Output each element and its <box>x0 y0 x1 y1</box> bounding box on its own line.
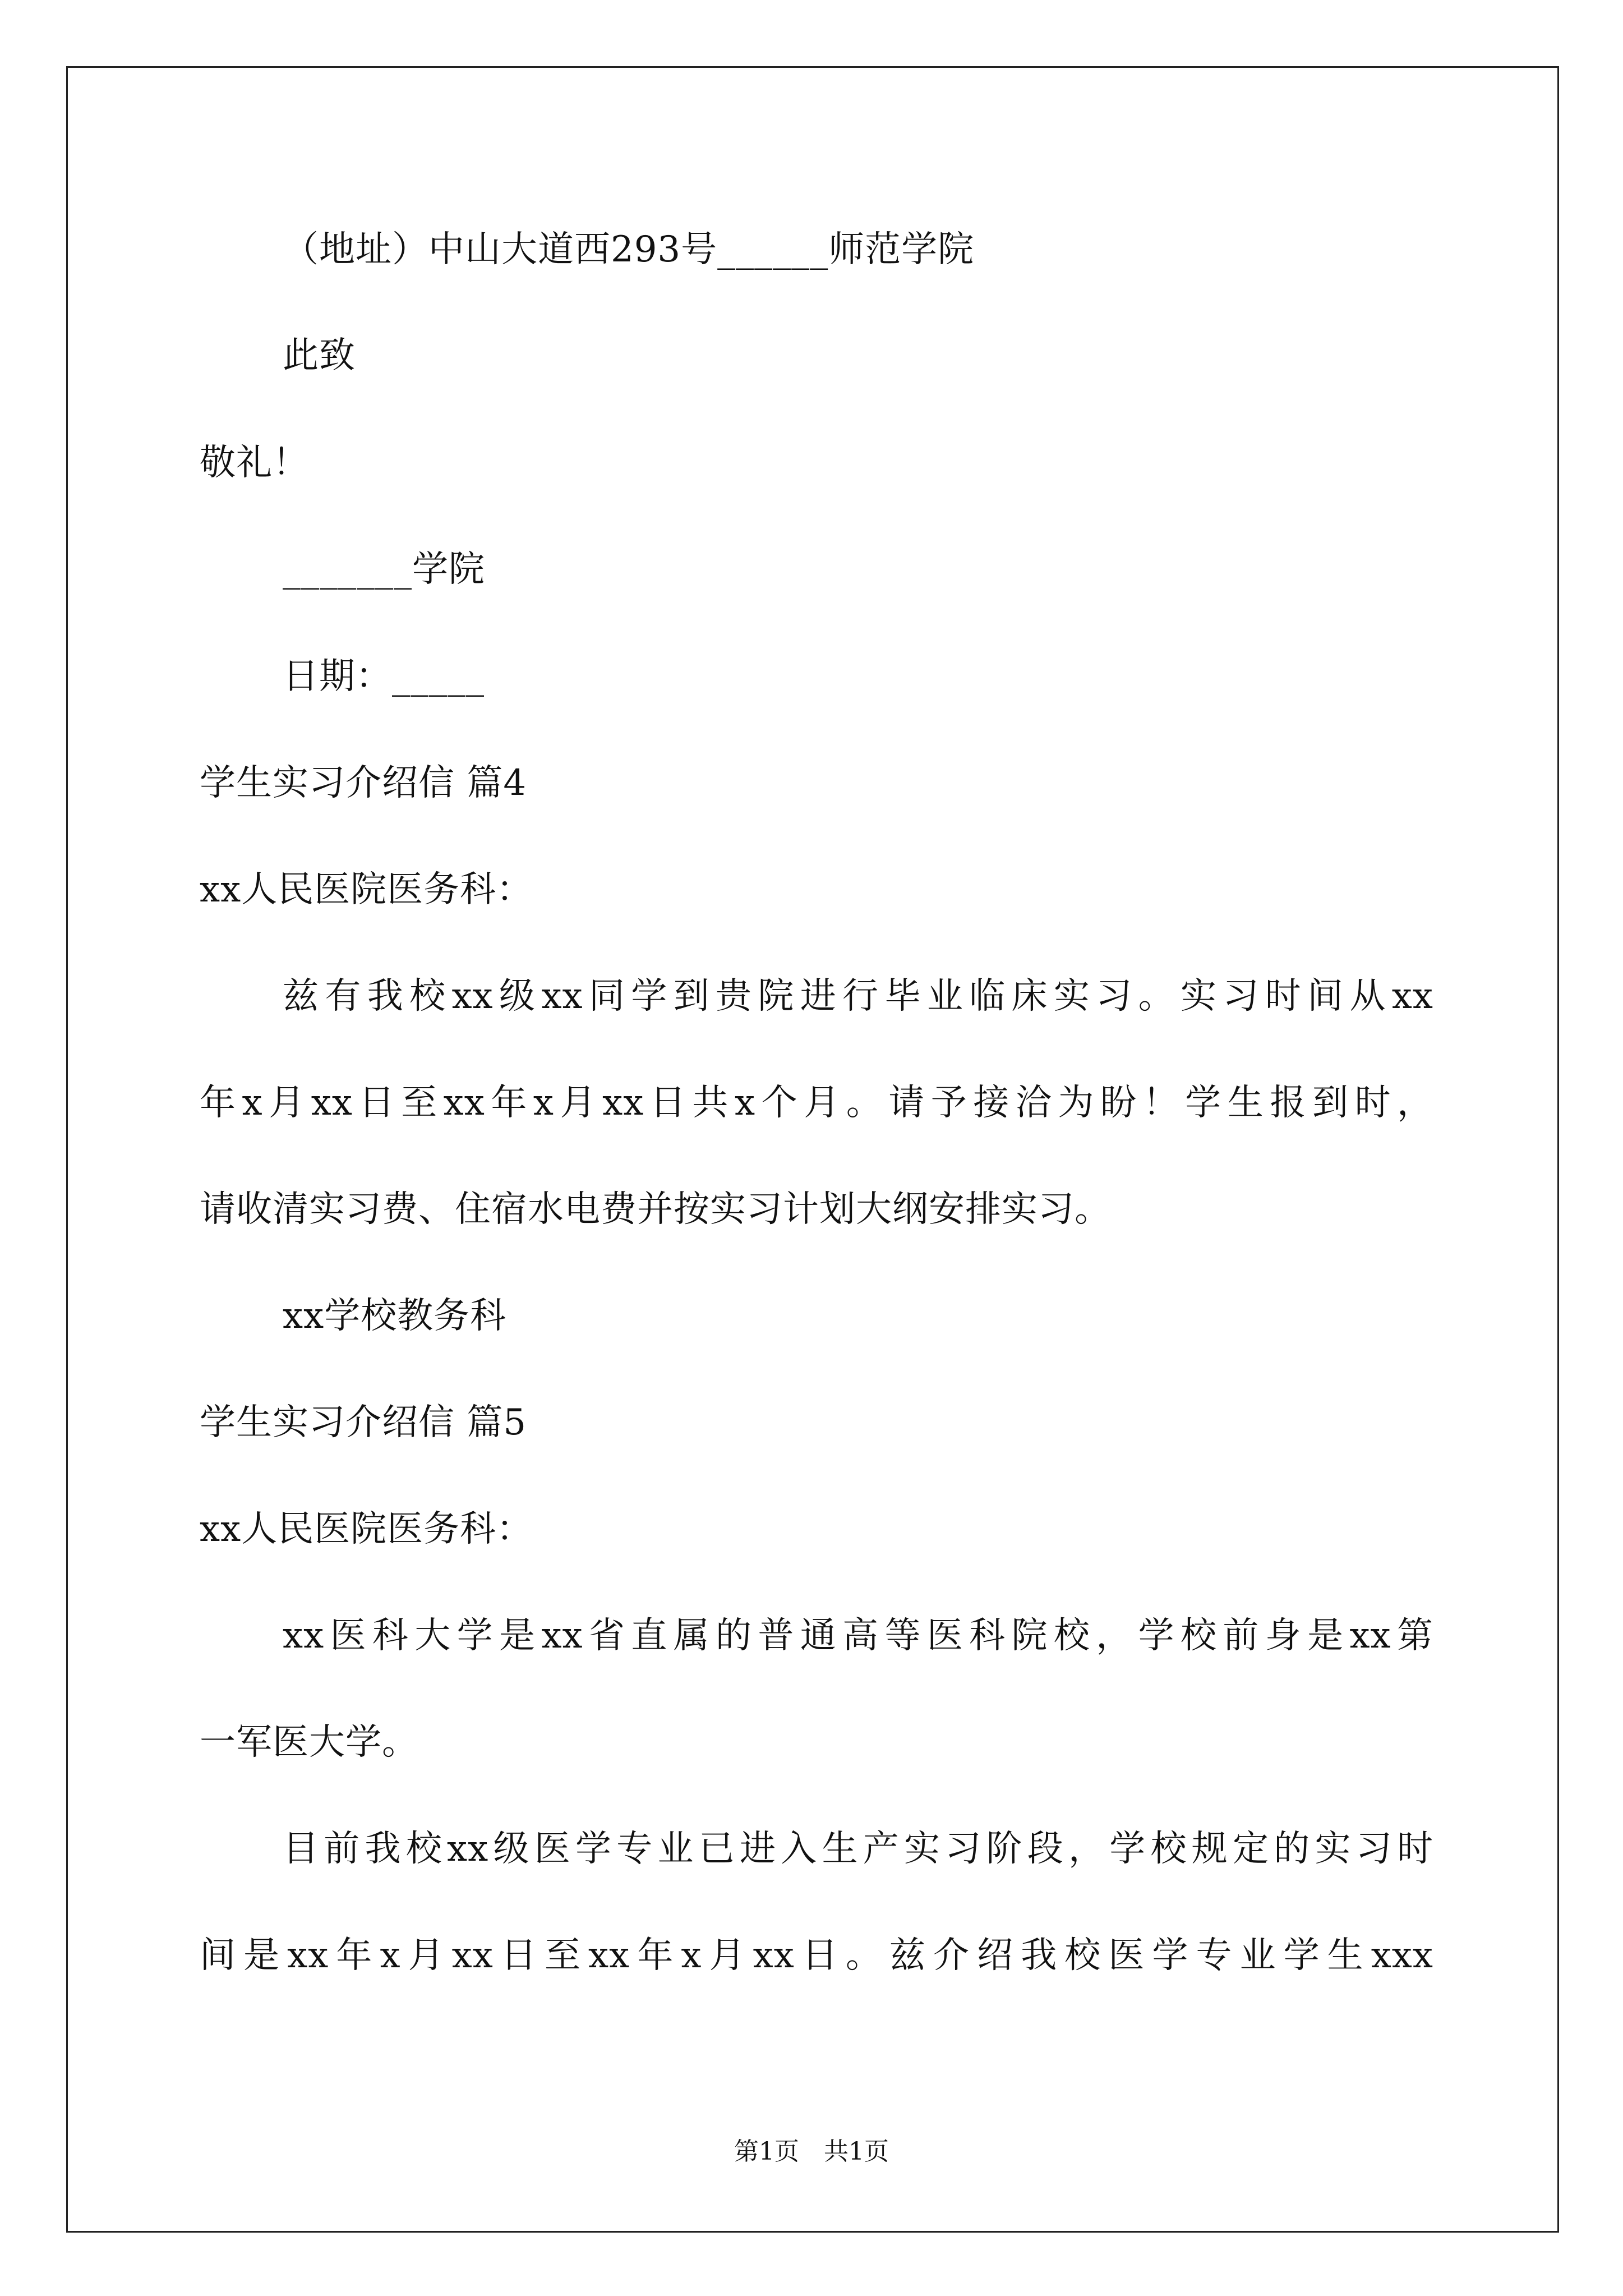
body-paragraph-4-line-1: 兹有我校xx级xx同学到贵院进行毕业临床实习。实习时间从xx <box>283 976 1433 1017</box>
signature-school-office: xx学校教务科 <box>283 1295 507 1337</box>
body-paragraph-4-line-2: 年x月xx日至xx年x月xx日共x个月。请予接洽为盼！学生报到时， <box>200 1082 1433 1124</box>
closing-regards: 敬礼！ <box>200 442 309 484</box>
page-frame <box>66 66 1559 2233</box>
recipient-line-5: xx人民医院医务科： <box>200 1508 533 1550</box>
address-line: （地址）中山大道西293号______师范学院 <box>283 229 975 270</box>
section-heading-5: 学生实习介绍信 篇5 <box>200 1402 527 1443</box>
body-paragraph-6-line-2: 间是xx年x月xx日至xx年x月xx日。兹介绍我校医学专业学生xxx <box>200 1935 1433 1976</box>
body-paragraph-5-line-1: xx医科大学是xx省直属的普通高等医科院校，学校前身是xx第 <box>283 1615 1433 1657</box>
section-heading-4: 学生实习介绍信 篇4 <box>200 762 527 804</box>
date-line: 日期：_____ <box>283 656 485 697</box>
recipient-line-4: xx人民医院医务科： <box>200 869 533 910</box>
closing-salutation: 此致 <box>283 335 356 376</box>
page-footer: 第1页 共1页 <box>734 2137 889 2166</box>
body-paragraph-5-line-2: 一军医大学。 <box>200 1722 418 1763</box>
body-paragraph-6-line-1: 目前我校xx级医学专业已进入生产实习阶段，学校规定的实习时 <box>283 1828 1433 1870</box>
signature-college: _______学院 <box>283 549 485 590</box>
body-paragraph-4-line-3: 请收清实习费、住宿水电费并按实习计划大纲安排实习。 <box>200 1189 1111 1230</box>
